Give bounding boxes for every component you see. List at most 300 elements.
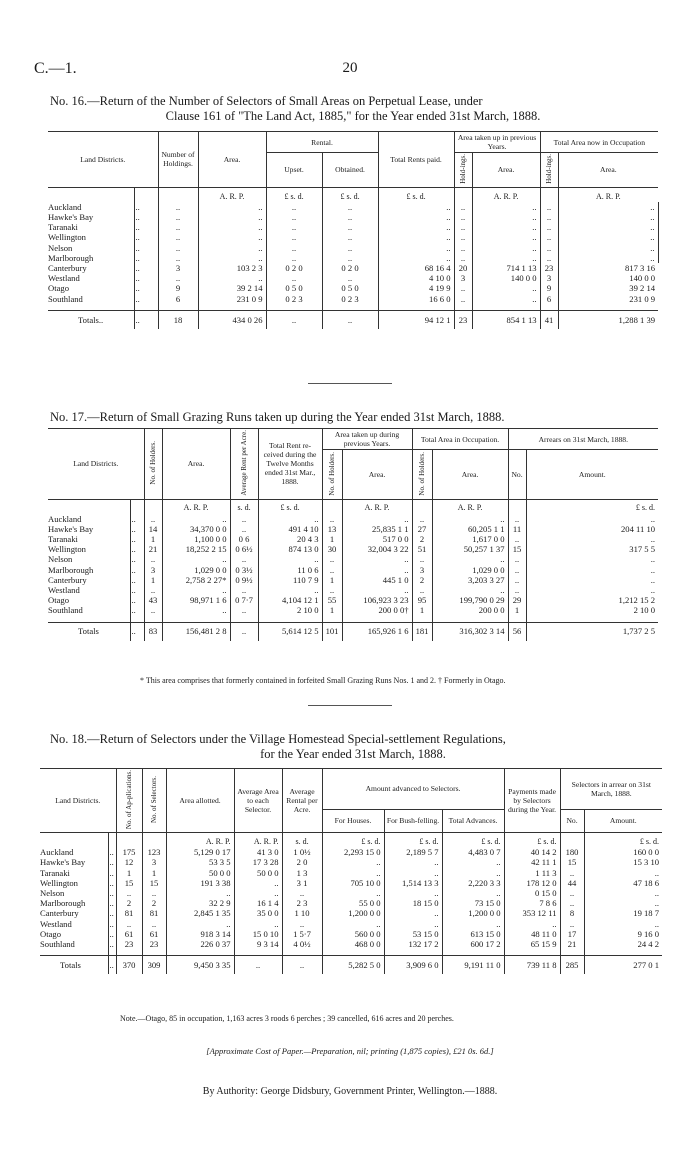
table17-row bbox=[48, 575, 658, 585]
table16-header-obtained: Obtained. bbox=[322, 153, 378, 188]
table18-title-line2: for the Year ended 31st March, 1888. bbox=[260, 747, 446, 761]
table16-cell: 714 1 13 bbox=[472, 263, 540, 273]
table18-cell: .. bbox=[166, 888, 234, 898]
table16-cell: .. bbox=[378, 253, 454, 263]
table17-cell: .. bbox=[144, 514, 162, 524]
table17-total-occ-holders: 181 bbox=[412, 622, 432, 641]
table16-header-land-districts: Land Districts. bbox=[48, 132, 158, 188]
table18-cell: 55 0 0 bbox=[322, 898, 384, 908]
table18-header-houses: For Houses. bbox=[322, 809, 384, 832]
table17-row bbox=[48, 585, 658, 595]
table17-cell: 3 bbox=[412, 565, 432, 575]
table18-header-average-rental: Average Rental per Acre. bbox=[282, 769, 322, 833]
table16-cell: .. bbox=[472, 294, 540, 304]
table16-cell: .. bbox=[322, 202, 378, 212]
table18-cell: 178 12 0 bbox=[504, 878, 560, 888]
table16-row bbox=[48, 243, 658, 253]
table16-land-district: Southland bbox=[48, 294, 134, 304]
table16-cell: 9 bbox=[540, 283, 558, 293]
table16-total-holdings: 18 bbox=[158, 310, 198, 329]
table17 bbox=[48, 428, 658, 641]
table17-total-rent: 5,614 12 5 bbox=[258, 622, 322, 641]
table16-leader-dots: .. bbox=[134, 294, 158, 304]
table16-title-line2: Clause 161 of "The Land Act, 1885," for the Year ended 31st March, 1888. bbox=[165, 109, 541, 123]
table16-land-district: Marlborough bbox=[48, 253, 134, 263]
table18-cell: .. bbox=[384, 857, 442, 867]
table16-cell: 0 2 3 bbox=[266, 294, 322, 304]
table17-cell: 21 bbox=[144, 544, 162, 554]
table18-cell: .. bbox=[442, 857, 504, 867]
table18-row bbox=[40, 939, 662, 949]
table18-row bbox=[40, 888, 662, 898]
table17-cell: 199,790 0 29 bbox=[432, 595, 508, 605]
table17-row bbox=[48, 544, 658, 554]
table18-cell: 40 14 2 bbox=[504, 847, 560, 857]
table16-row bbox=[48, 283, 658, 293]
table18-cell: .. bbox=[384, 919, 442, 929]
table17-cell: .. bbox=[258, 514, 322, 524]
table17-header-holders: No. of Holders. bbox=[148, 441, 157, 485]
table16-cell: .. bbox=[454, 232, 472, 242]
table16-cell: .. bbox=[198, 243, 266, 253]
table18-cell: 4 0½ bbox=[282, 939, 322, 949]
table17-unit-avg: s. d. bbox=[230, 499, 258, 514]
table18-cell: 1,200 0 0 bbox=[322, 908, 384, 918]
table16-cell: .. bbox=[540, 243, 558, 253]
table17-header-arrears: Arrears on 31st March, 1888. bbox=[508, 429, 658, 450]
table16-cell: .. bbox=[198, 232, 266, 242]
table17-cell: .. bbox=[432, 514, 508, 524]
table16-cell: .. bbox=[454, 253, 472, 263]
table18-cell: 5,129 0 17 bbox=[166, 847, 234, 857]
table18-total-arrears-no: 285 bbox=[560, 956, 584, 975]
table17-land-district: Westland bbox=[48, 585, 130, 595]
table17-cell: 517 0 0 bbox=[342, 534, 412, 544]
table17-cell: 1 bbox=[508, 605, 526, 615]
table18-cell: 1 0½ bbox=[282, 847, 322, 857]
table18-cell: 50 0 0 bbox=[234, 868, 282, 878]
table17-cell: .. bbox=[322, 514, 342, 524]
table18-cell: 123 bbox=[142, 847, 166, 857]
table17-row bbox=[48, 565, 658, 575]
table17-cell: 14 bbox=[144, 524, 162, 534]
table16-cell: .. bbox=[472, 202, 540, 212]
table17-cell: 50,257 1 37 bbox=[432, 544, 508, 554]
table16-cell: 0 2 0 bbox=[322, 263, 378, 273]
table17-cell: 0 3½ bbox=[230, 565, 258, 575]
table18-total-avgrent: .. bbox=[282, 956, 322, 975]
table18-cell: 17 bbox=[560, 929, 584, 939]
table17-row bbox=[48, 554, 658, 564]
table18-row bbox=[40, 919, 662, 929]
table18-row bbox=[40, 857, 662, 867]
table17-total-occ-area: 316,302 3 14 bbox=[432, 622, 508, 641]
table17-cell: 0 9½ bbox=[230, 575, 258, 585]
table18-cell: .. bbox=[442, 919, 504, 929]
table16-row bbox=[48, 222, 658, 232]
table18-cell: 226 0 37 bbox=[166, 939, 234, 949]
table17-cell: 110 7 9 bbox=[258, 575, 322, 585]
table17-cell: 1,617 0 0 bbox=[432, 534, 508, 544]
table16-land-district: Westland bbox=[48, 273, 134, 283]
table16-cell: .. bbox=[558, 212, 658, 222]
table18-total-payments: 739 11 8 bbox=[504, 956, 560, 975]
table16-cell: .. bbox=[472, 283, 540, 293]
table18-cell: 705 10 0 bbox=[322, 878, 384, 888]
table17-header-average-rent: Average Rent per Acre. bbox=[239, 430, 248, 496]
table18-cell: .. bbox=[234, 888, 282, 898]
table18-unit-avgarea: A. R. P. bbox=[234, 833, 282, 848]
table18-cell: .. bbox=[442, 868, 504, 878]
table16-cell: .. bbox=[158, 232, 198, 242]
table17-cell: .. bbox=[230, 554, 258, 564]
table16-header-now-area: Area. bbox=[558, 153, 658, 188]
table16-leader-dots: .. bbox=[134, 243, 158, 253]
table18-cell: 24 4 2 bbox=[637, 938, 660, 949]
table17-cell: 1,100 0 0 bbox=[162, 534, 230, 544]
table17-unit-rent: £ s. d. bbox=[258, 499, 322, 514]
table18-cell: .. bbox=[234, 919, 282, 929]
table17-cell: 1 bbox=[322, 605, 342, 615]
table16-cell: .. bbox=[378, 202, 454, 212]
table18-cell: .. bbox=[654, 898, 660, 909]
table18-header-bush-felling: For Bush-felling. bbox=[384, 809, 442, 832]
table18-header-average-area: Average Area to each Selector. bbox=[234, 769, 282, 833]
table16-cell: .. bbox=[540, 222, 558, 232]
table18-cell: 2 bbox=[142, 898, 166, 908]
table18-header-payments: Payments made by Selectors during the Year. bbox=[504, 769, 560, 833]
printer-imprint: By Authority: George Didsbury, Government Printer, Wellington.—1888. bbox=[202, 1086, 498, 1097]
table18-cell: 9 3 14 bbox=[234, 939, 282, 949]
table16-cell: .. bbox=[266, 232, 322, 242]
table17-cell: .. bbox=[144, 605, 162, 615]
table18-cell: 19 18 7 bbox=[633, 908, 660, 919]
table18-cell: .. bbox=[654, 887, 660, 898]
table18-land-district: Westland bbox=[40, 919, 108, 929]
table18-header-arrears-amount: Amount. bbox=[584, 809, 662, 832]
table17-cell: 11 0 6 bbox=[258, 565, 322, 575]
table16-cell: 0 2 0 bbox=[266, 263, 322, 273]
table18-cell: .. bbox=[442, 888, 504, 898]
table18-cell: 1 11 3 bbox=[504, 868, 560, 878]
table17-header-arrears-amount: Amount. bbox=[526, 450, 658, 499]
table18-cell: 1 5·7 bbox=[282, 929, 322, 939]
table16-unit-area: A. R. P. bbox=[198, 187, 266, 202]
table17-cell: .. bbox=[650, 533, 656, 544]
table16-cell: .. bbox=[378, 222, 454, 232]
table17-cell: .. bbox=[432, 554, 508, 564]
table17-header-arrears-no: No. bbox=[508, 450, 526, 499]
table17-land-district: Nelson bbox=[48, 554, 130, 564]
table17-cell: .. bbox=[508, 534, 526, 544]
table18-cell: 53 15 0 bbox=[384, 929, 442, 939]
table18-cell: 16 1 4 bbox=[234, 898, 282, 908]
table18-cell: .. bbox=[560, 868, 584, 878]
table17-land-district: Hawke's Bay bbox=[48, 524, 130, 534]
table18-cell: .. bbox=[560, 919, 584, 929]
table17-cell: .. bbox=[412, 514, 432, 524]
table16-total-area: 434 0 26 bbox=[198, 310, 266, 329]
table17-leader-dots: .. bbox=[130, 605, 144, 615]
table17-header-total-rent: Total Rent re-ceived during the Twelve Months ended 31st Mar., 1888. bbox=[258, 429, 322, 500]
table18-total-houses: 5,282 5 0 bbox=[322, 956, 384, 975]
table17-row bbox=[48, 595, 658, 605]
table18-land-district: Otago bbox=[40, 929, 108, 939]
table16-cell: 140 0 0 bbox=[629, 273, 656, 284]
table17-cell: 3,203 3 27 bbox=[432, 575, 508, 585]
table18-cell: 47 18 6 bbox=[633, 877, 660, 888]
table18-total-area: 9,450 3 35 bbox=[166, 956, 234, 975]
table16-cell: .. bbox=[454, 202, 472, 212]
table18-header-total-advances: Total Advances. bbox=[442, 809, 504, 832]
table18-cell: .. bbox=[322, 888, 384, 898]
table16-cell: 4 19 9 bbox=[378, 283, 454, 293]
table16-row bbox=[48, 232, 658, 242]
table16-header-previous-years: Area taken up in previous Years. bbox=[454, 132, 540, 153]
table16-cell: .. bbox=[454, 294, 472, 304]
table16-cell: 140 0 0 bbox=[472, 273, 540, 283]
table16-cell: .. bbox=[158, 253, 198, 263]
table17-header-occ-holders: No. of Holders. bbox=[417, 451, 426, 496]
table16-total-rents: 94 12 1 bbox=[378, 310, 454, 329]
table17-cell: .. bbox=[322, 585, 342, 595]
table17-cell: 1,212 15 2 bbox=[618, 595, 656, 606]
table18-cell: 8 bbox=[560, 908, 584, 918]
table16-cell: 3 bbox=[454, 273, 472, 283]
table18-unit-payments: £ s. d. bbox=[504, 833, 560, 848]
table16-cell: 39 2 14 bbox=[629, 283, 656, 294]
table16-cell: 68 16 4 bbox=[378, 263, 454, 273]
table16-total-prev-holdings: 23 bbox=[454, 310, 472, 329]
table17-cell: 0 6½ bbox=[230, 544, 258, 554]
table16-cell: 231 0 9 bbox=[198, 294, 266, 304]
table18-note: Note.—Otago, 85 in occupation, 1,163 acres 3 roods 6 perches ; 39 cancelled, 616 acres and 20 perches. bbox=[120, 1014, 454, 1023]
table17-cell: .. bbox=[650, 554, 656, 565]
table18-cell: 2,220 3 3 bbox=[442, 878, 504, 888]
table17-cell: .. bbox=[162, 605, 230, 615]
table18-cell: 35 0 0 bbox=[234, 908, 282, 918]
table17-leader-dots: .. bbox=[130, 524, 144, 534]
table16-header-area: Area. bbox=[198, 132, 266, 188]
table16-leader-dots: .. bbox=[134, 253, 158, 263]
table16-leader-dots: .. bbox=[134, 232, 158, 242]
table16-cell: .. bbox=[266, 222, 322, 232]
table17-cell: 2,758 2 27* bbox=[162, 575, 230, 585]
table18-cell: .. bbox=[560, 888, 584, 898]
table17-cell: .. bbox=[432, 585, 508, 595]
table17-cell: 60,205 1 1 bbox=[432, 524, 508, 534]
table18-cell: 180 bbox=[560, 847, 584, 857]
table18-cell: 918 3 14 bbox=[166, 929, 234, 939]
table18-header-applications: No. of Ap-plications. bbox=[124, 770, 133, 830]
table18-header-land-districts: Land Districts. bbox=[40, 769, 116, 833]
table18-cell: 53 3 5 bbox=[166, 857, 234, 867]
table18-row bbox=[40, 868, 662, 878]
table18-total-avgarea: .. bbox=[234, 956, 282, 975]
table17-title: No. 17.—Return of Small Grazing Runs taken up during the Year ended 31st March, 1888. bbox=[50, 410, 505, 424]
table17-cell: 18,252 2 15 bbox=[162, 544, 230, 554]
table17-total-prev-holders: 101 bbox=[322, 622, 342, 641]
table16-cell: .. bbox=[558, 202, 658, 212]
table18-cell: 4,483 0 7 bbox=[442, 847, 504, 857]
table18-cell: .. bbox=[282, 919, 322, 929]
table16-leader-dots: .. bbox=[134, 212, 158, 222]
table16-cell: .. bbox=[454, 283, 472, 293]
table18-leader-dots: .. bbox=[108, 898, 116, 908]
table16-cell: .. bbox=[378, 232, 454, 242]
table18-cell: 41 3 0 bbox=[234, 847, 282, 857]
table18-row bbox=[40, 847, 662, 857]
table16-row bbox=[48, 212, 658, 222]
table17-cell: .. bbox=[508, 575, 526, 585]
table18-land-district: Wellington bbox=[40, 878, 108, 888]
table17-cell: .. bbox=[162, 585, 230, 595]
table16-land-district: Auckland bbox=[48, 202, 134, 212]
table17-cell: .. bbox=[230, 605, 258, 615]
table16-cell: 817 3 16 bbox=[624, 262, 656, 273]
table17-cell: 13 bbox=[322, 524, 342, 534]
table18-cell: 600 17 2 bbox=[442, 939, 504, 949]
table16-cell: .. bbox=[198, 273, 266, 283]
table17-land-district: Marlborough bbox=[48, 565, 130, 575]
table18-cell: 2,189 5 7 bbox=[384, 847, 442, 857]
table17-row bbox=[48, 534, 658, 544]
table16-cell: .. bbox=[266, 212, 322, 222]
table18-cell: .. bbox=[654, 867, 660, 878]
table17-leader-dots: .. bbox=[130, 544, 144, 554]
table18-title-line1: No. 18.—Return of Selectors under the Village Homestead Special-settlement Regulations, bbox=[50, 732, 506, 746]
table16-leader-dots: .. bbox=[134, 283, 158, 293]
table17-total-arrears-amount: 1,737 2 5 bbox=[526, 622, 658, 641]
table18-cell: 42 11 1 bbox=[504, 857, 560, 867]
table16-cell: .. bbox=[266, 273, 322, 283]
table18-cell: 17 3 28 bbox=[234, 857, 282, 867]
table18-cell: 175 bbox=[116, 847, 142, 857]
table16-header-prev-holdings: Hold-ings. bbox=[458, 154, 467, 184]
table16-header-now-holdings: Hold-ings. bbox=[544, 154, 553, 184]
table16-row bbox=[48, 253, 658, 263]
table18-total-advances: 9,191 11 0 bbox=[442, 956, 504, 975]
table18-cell: 2,293 15 0 bbox=[322, 847, 384, 857]
table17-cell: .. bbox=[508, 565, 526, 575]
table17-cell: 1 bbox=[322, 575, 342, 585]
table17-cell: 51 bbox=[412, 544, 432, 554]
table18-cell: 2 3 bbox=[282, 898, 322, 908]
table17-cell: 2 10 0 bbox=[633, 605, 656, 616]
table18-unit-total-adv: £ s. d. bbox=[442, 833, 504, 848]
table16-header-rental: Rental. bbox=[266, 132, 378, 153]
table18-cell: 48 11 0 bbox=[504, 929, 560, 939]
table17-cell: 1,029 0 0 bbox=[162, 565, 230, 575]
table16-header-upset: Upset. bbox=[266, 153, 322, 188]
table18-header-selectors: No. of Selectors. bbox=[149, 776, 158, 824]
table18-cell: .. bbox=[654, 918, 660, 929]
table17-cell: 0 7·7 bbox=[230, 595, 258, 605]
table17-cell: 1 bbox=[144, 575, 162, 585]
table16-leader-dots: .. bbox=[134, 222, 158, 232]
table16-header-prev-area: Area. bbox=[472, 153, 540, 188]
table18-cell: 9 16 0 bbox=[637, 928, 660, 939]
table17-cell: 25,835 1 1 bbox=[342, 524, 412, 534]
table16-cell: .. bbox=[472, 243, 540, 253]
table18-cell: .. bbox=[234, 878, 282, 888]
table18-cell: .. bbox=[116, 888, 142, 898]
table17-row bbox=[48, 514, 658, 524]
table18-cell: 12 bbox=[116, 857, 142, 867]
table18-unit-arrears: £ s. d. bbox=[639, 836, 660, 846]
table16-cell: .. bbox=[322, 212, 378, 222]
table16-cell: .. bbox=[454, 222, 472, 232]
table18-leader-dots: .. bbox=[108, 847, 116, 857]
table18-totals-row: Totals .. 370 309 9,450 3 35 .. .. 5,282 5 0 3,909 6 0 9,191 11 0 739 11 8 285 277 0 1 bbox=[40, 956, 662, 975]
table17-cell: 2 bbox=[412, 534, 432, 544]
table17-unit-occ: A. R. P. bbox=[432, 499, 508, 514]
table17-header-prev-area: Area. bbox=[342, 450, 412, 499]
table17-total-prev-area: 165,926 1 6 bbox=[342, 622, 412, 641]
table18-cell: 15 bbox=[142, 878, 166, 888]
table17-header-land-districts: Land Districts. bbox=[48, 429, 144, 500]
table16-cell: .. bbox=[158, 212, 198, 222]
table16-row bbox=[48, 202, 658, 212]
table17-cell: 106,923 3 23 bbox=[342, 595, 412, 605]
table17-cell: .. bbox=[258, 585, 322, 595]
table18-cell: 468 0 0 bbox=[322, 939, 384, 949]
table17-cell: 55 bbox=[322, 595, 342, 605]
table18-cell: 15 3 10 bbox=[633, 857, 660, 868]
table17-cell: 4,104 12 1 bbox=[258, 595, 322, 605]
table17-cell: .. bbox=[230, 514, 258, 524]
table16-cell: 6 bbox=[540, 294, 558, 304]
table16-cell: 0 5 0 bbox=[322, 283, 378, 293]
table16-cell: .. bbox=[558, 243, 658, 253]
table18-cell: 15 bbox=[560, 857, 584, 867]
table16-unit-prev: A. R. P. bbox=[472, 187, 540, 202]
table17-header-prev-holders: No. of Holders. bbox=[327, 451, 336, 496]
table18 bbox=[40, 768, 662, 974]
table17-land-district: Wellington bbox=[48, 544, 130, 554]
table17-cell: 3 bbox=[144, 565, 162, 575]
table18-cell: 7 8 6 bbox=[504, 898, 560, 908]
table16-cell: .. bbox=[540, 232, 558, 242]
table17-cell: .. bbox=[230, 524, 258, 534]
table16-cell: .. bbox=[540, 253, 558, 263]
table16-cell: .. bbox=[198, 253, 266, 263]
table18-row bbox=[40, 898, 662, 908]
table17-cell: .. bbox=[322, 565, 342, 575]
table16-cell: 3 bbox=[158, 263, 198, 273]
table16-unit-total: £ s. d. bbox=[378, 187, 454, 202]
table16-unit-upset: £ s. d. bbox=[266, 187, 322, 202]
table18-unit-avgrent: s. d. bbox=[282, 833, 322, 848]
table17-cell: 445 1 0 bbox=[342, 575, 412, 585]
table17-header-area: Area. bbox=[162, 429, 230, 500]
table16-cell: 39 2 14 bbox=[198, 283, 266, 293]
table18-cell: 191 3 38 bbox=[166, 878, 234, 888]
table18-cell: 61 bbox=[142, 929, 166, 939]
table18-cell: .. bbox=[322, 868, 384, 878]
table17-land-district: Canterbury bbox=[48, 575, 130, 585]
table16-cell: .. bbox=[472, 222, 540, 232]
table16-cell: 16 6 0 bbox=[378, 294, 454, 304]
table16-cell: .. bbox=[378, 243, 454, 253]
table16-cell: 6 bbox=[158, 294, 198, 304]
table18-cell: 44 bbox=[560, 878, 584, 888]
table16-cell: .. bbox=[454, 212, 472, 222]
table18-cell: 2 bbox=[116, 898, 142, 908]
table16-cell: .. bbox=[558, 232, 658, 242]
table18-cell: 15 0 10 bbox=[234, 929, 282, 939]
table18-cell: .. bbox=[322, 857, 384, 867]
